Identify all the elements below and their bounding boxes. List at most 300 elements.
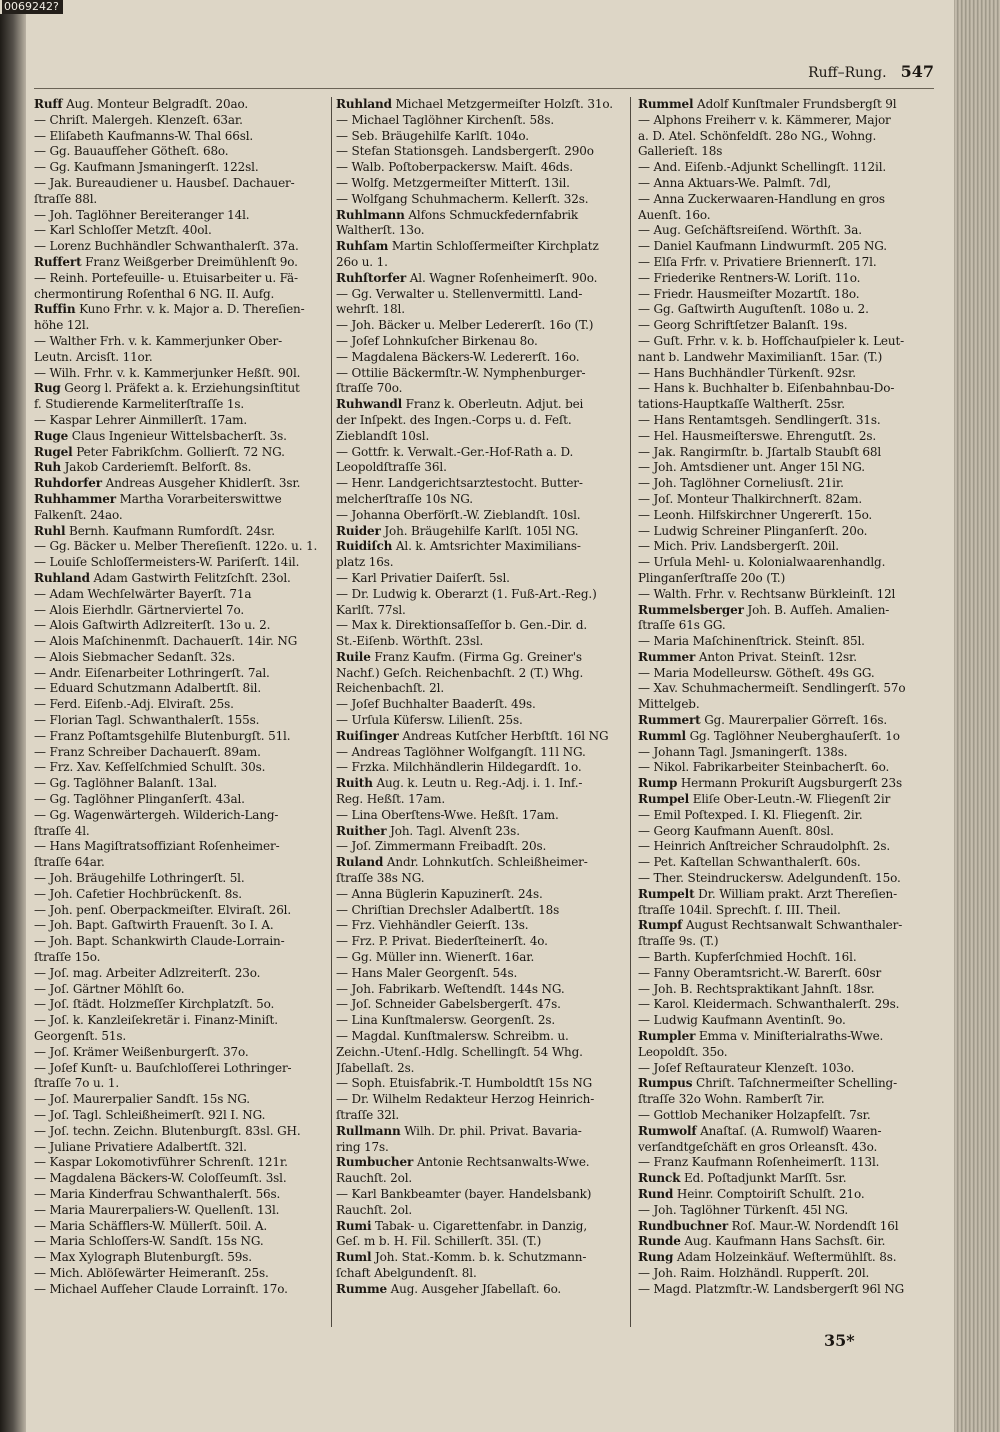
directory-line	[34, 982, 326, 998]
entry-text: Heinr. Comptoiriſt Schulſt. 21o.	[673, 1186, 865, 1201]
directory-line	[336, 950, 628, 966]
directory-line	[638, 397, 930, 413]
surname: Rumpler	[638, 1029, 696, 1044]
entry-text: — Gg. Müller inn. Wienerſt. 16ar.	[336, 950, 535, 965]
directory-line	[34, 792, 326, 808]
directory-line	[638, 476, 930, 492]
entry-text: platz 16s.	[336, 555, 394, 570]
directory-line	[638, 381, 930, 397]
entry-text: ſtraſſe 38s NG.	[336, 871, 425, 886]
directory-line	[638, 997, 930, 1013]
directory-line	[34, 697, 326, 713]
directory-line	[336, 666, 628, 682]
directory-line	[34, 666, 326, 682]
directory-line	[638, 1108, 930, 1124]
entry-text: — Dr. Ludwig k. Oberarzt (1. Fuß-Art.-Reg.)	[336, 586, 597, 601]
directory-line	[336, 476, 628, 492]
surname-entry	[638, 729, 930, 745]
surname-entry	[336, 97, 628, 113]
entry-text: Leopoldſt. 35o.	[638, 1044, 728, 1059]
surname: Rug	[34, 381, 61, 396]
entry-text: — Seb. Bräugehilfe Karlſt. 104o.	[336, 128, 529, 143]
entry-text: — Ottilie Bäckermſtr.-W. Nymphenburger-	[336, 365, 586, 380]
directory-line	[34, 287, 326, 303]
entry-text: — Joſ. ſtädt. Holzmeſſer Kirchplatzſt. 5o.	[34, 997, 275, 1012]
directory-line	[638, 539, 930, 555]
directory-line	[336, 160, 628, 176]
surname-entry	[336, 1250, 628, 1266]
entry-text: — Joh. Taglöhner Bereiteranger 14l.	[34, 207, 250, 222]
entry-text: — Joſ. Krämer Weißenburgerſt. 37o.	[34, 1044, 249, 1059]
directory-line	[336, 1076, 628, 1092]
directory-line	[34, 603, 326, 619]
entry-text: — Hans Rentamtsgeh. Sendlingerſt. 31s.	[638, 412, 881, 427]
surname-entry	[638, 97, 930, 113]
surname: Rung	[638, 1250, 674, 1265]
directory-line	[336, 618, 628, 634]
directory-line	[34, 871, 326, 887]
directory-line	[638, 697, 930, 713]
entry-text: Anton Privat. Steinſt. 12sr.	[695, 649, 857, 664]
directory-line	[638, 350, 930, 366]
directory-line	[34, 634, 326, 650]
surname-entry	[638, 1171, 930, 1187]
surname: Runde	[638, 1234, 681, 1249]
entry-text: Kuno Frhr. v. k. Major a. D. Thereſien-	[75, 302, 305, 317]
entry-text: — Maria Kinderfrau Schwanthalerſt. 56s.	[34, 1186, 281, 1201]
entry-text: Auenſt. 16o.	[638, 207, 711, 222]
surname-entry	[34, 381, 326, 397]
entry-text: Al. Wagner Roſenheimerſt. 90o.	[406, 270, 598, 285]
surname: Ruith	[336, 776, 373, 791]
directory-line	[34, 239, 326, 255]
entry-text: — Joſ. mag. Arbeiter Adlzreiterſt. 23o.	[34, 965, 261, 980]
directory-line	[638, 318, 930, 334]
entry-text: ring 17s.	[336, 1139, 389, 1154]
entry-text: — Lina Oberſtens-Wwe. Heßſt. 17am.	[336, 807, 559, 822]
entry-text: — Jak. Rangirmſtr. b. Jſartalb Staubſt 68l	[638, 444, 882, 459]
surname: Ruither	[336, 823, 387, 838]
directory-line	[34, 918, 326, 934]
entry-text: — Joſ. Tagl. Schleißheimerſt. 92l I. NG.	[34, 1108, 266, 1122]
entry-text: Rauchſt. 2ol.	[336, 1171, 413, 1186]
surname-entry	[34, 460, 326, 476]
surname-entry	[336, 776, 628, 792]
directory-line	[336, 982, 628, 998]
entry-text: — Maria Schäfflers-W. Müllerſt. 50il. A.	[34, 1218, 268, 1233]
surname-entry	[336, 824, 628, 840]
entry-text: Andreas Kutſcher Herbſtſt. 16l NG	[398, 728, 609, 743]
directory-line	[34, 681, 326, 697]
entry-text: Zeichn.-Utenſ.-Hdlg. Schellingſt. 54 Whg.	[336, 1044, 583, 1059]
entry-text: — Frz. Viehhändler Geierſt. 13s.	[336, 918, 529, 933]
directory-line	[34, 760, 326, 776]
entry-text: Jſabellaſt. 2s.	[336, 1060, 415, 1075]
directory-line	[638, 239, 930, 255]
entry-text: ſtraſſe 88l.	[34, 191, 98, 206]
directory-line	[34, 997, 326, 1013]
entry-text: — Daniel Kaufmann Lindwurmſt. 205 NG.	[638, 239, 887, 254]
entry-text: Franz Weißgerber Dreimühlenſt 9o.	[81, 254, 298, 269]
directory-line	[34, 271, 326, 287]
directory-line	[638, 808, 930, 824]
directory-line	[336, 571, 628, 587]
directory-line	[336, 1013, 628, 1029]
entry-text: — Michael Taglöhner Kirchenſt. 58s.	[336, 112, 555, 127]
entry-text: Hermann Prokuriſt Augsburgerſt 23s	[677, 776, 902, 791]
directory-line	[336, 587, 628, 603]
directory-line	[336, 1266, 628, 1282]
directory-line	[34, 713, 326, 729]
directory-line	[638, 460, 930, 476]
directory-line	[638, 666, 930, 682]
directory-line	[336, 223, 628, 239]
entry-text: — Emil Poſtexped. I. Kl. Fliegenſt. 2ir.	[638, 807, 863, 822]
surname-entry	[638, 887, 930, 903]
entry-text: — Joſ. Maurerpalier Sandſt. 15s NG.	[34, 1092, 250, 1107]
page-edge	[954, 0, 1000, 1432]
directory-line	[34, 1013, 326, 1029]
directory-line	[638, 524, 930, 540]
entry-text: — Hel. Hausmeiſterswe. Ehrengutſt. 2s.	[638, 428, 877, 443]
entry-text: — Anna Büglerin Kapuzinerſt. 24s.	[336, 886, 543, 901]
directory-line	[34, 1092, 326, 1108]
entry-text: Geſ. m b. H. Fil. Schillerſt. 35l. (T.)	[336, 1234, 542, 1249]
directory-line	[34, 1140, 326, 1156]
entry-text: — Frz. P. Privat. Biederſteinerſt. 4o.	[336, 934, 548, 949]
directory-line	[638, 571, 930, 587]
entry-text: Gallerieſt. 18s	[638, 144, 723, 159]
directory-line	[34, 1234, 326, 1250]
directory-line	[638, 1203, 930, 1219]
directory-line	[34, 223, 326, 239]
entry-text: — Walther Frh. v. k. Kammerjunker Ober-	[34, 333, 282, 348]
entry-text: Emma v. Miniſterialraths-Wwe.	[695, 1029, 884, 1044]
entry-text: Mittelgeb.	[638, 697, 700, 712]
directory-line	[336, 366, 628, 382]
entry-text: Peter Fabrikſchm. Gollierſt. 72 NG.	[72, 444, 285, 459]
surname: Ruhlmann	[336, 207, 405, 222]
directory-line	[34, 1076, 326, 1092]
entry-text: — Leonh. Hilfskirchner Ungererſt. 15o.	[638, 507, 873, 522]
directory-line	[336, 350, 628, 366]
entry-text: Aug. Ausgeher Jſabellaſt. 6o.	[386, 1281, 562, 1296]
entry-text: ſtraſſe 7o u. 1.	[34, 1076, 120, 1091]
directory-line	[638, 903, 930, 919]
entry-text: — Florian Tagl. Schwanthalerſt. 155s.	[34, 713, 260, 728]
directory-line	[638, 255, 930, 271]
surname: Rummer	[638, 649, 696, 664]
surname: Rummelsberger	[638, 602, 744, 617]
entry-text: — Alois Maſchinenmſt. Dachauerſt. 14ir. NG	[34, 634, 298, 649]
surname-entry	[638, 776, 930, 792]
entry-text: — Wilh. Frhr. v. k. Kammerjunker Heßſt. 90l.	[34, 365, 301, 380]
surname-entry	[638, 1250, 930, 1266]
directory-line	[638, 745, 930, 761]
directory-line	[336, 1203, 628, 1219]
entry-text: Georg l. Präfekt a. k. Erziehungsinſtitut	[60, 381, 300, 396]
entry-text: — Urſula Küfersw. Lilienſt. 25s.	[336, 713, 523, 728]
entry-text: melcherſtraſſe 10s NG.	[336, 491, 473, 506]
surname-entry	[336, 397, 628, 413]
directory-line	[336, 839, 628, 855]
page-header	[808, 62, 934, 81]
directory-line	[336, 255, 628, 271]
directory-line	[638, 129, 930, 145]
entry-text: — Hans k. Buchhalter b. Eiſenbahnbau-Do-	[638, 381, 895, 396]
entry-text: — Joh. Fabrikarb. Weſtendſt. 144s NG.	[336, 981, 565, 996]
directory-line	[336, 934, 628, 950]
surname-entry	[34, 492, 326, 508]
entry-text: — Pet. Kaſtellan Schwanthalerſt. 60s.	[638, 855, 861, 870]
surname: Rumwolf	[638, 1123, 697, 1138]
directory-line	[34, 1045, 326, 1061]
entry-text: — Gg. Bauaufſeher Götheſt. 68o.	[34, 144, 229, 159]
entry-text: Eliſe Ober-Leutn.-W. Fliegenſt 2ir	[689, 792, 891, 807]
directory-line	[34, 839, 326, 855]
directory-line	[638, 966, 930, 982]
entry-text: Jakob Carderiemſt. Belforſt. 8s.	[60, 460, 252, 475]
directory-line	[638, 1282, 930, 1298]
entry-text: Michael Metzgermeiſter Holzſt. 31o.	[391, 97, 613, 111]
surname: Rummert	[638, 713, 701, 728]
directory-line	[638, 934, 930, 950]
directory-line	[638, 271, 930, 287]
entry-text: — Walb. Poſtoberpackersw. Maiſt. 46ds.	[336, 160, 573, 175]
surname-entry	[638, 713, 930, 729]
entry-text: Karlſt. 77sl.	[336, 602, 406, 617]
surname: Ruiſinger	[336, 728, 399, 743]
directory-line	[336, 129, 628, 145]
directory-line	[638, 208, 930, 224]
entry-text: Roſ. Maur.-W. Nordendſt 16l	[728, 1218, 899, 1233]
directory-line	[638, 113, 930, 129]
surname-entry	[336, 1282, 628, 1298]
entry-text: — Johann Tagl. Jsmaningerſt. 138s.	[638, 744, 848, 759]
directory-line	[34, 1029, 326, 1045]
entry-text: — Joh. Bräugehilfe Lothringerſt. 5l.	[34, 871, 245, 886]
entry-text: — Urſula Mehl- u. Kolonialwaarenhandlg.	[638, 555, 886, 570]
entry-text: — Joh. Raim. Holzhändl. Rupperſt. 20l.	[638, 1265, 870, 1280]
entry-text: — Joſ. Schneider Gabelsbergerſt. 47s.	[336, 997, 561, 1012]
entry-text: ſtraſſe 61s GG.	[638, 618, 726, 633]
entry-text: verſandtgeſchäft en gros Orleansſt. 43o.	[638, 1139, 878, 1154]
directory-line	[638, 445, 930, 461]
directory-line	[638, 839, 930, 855]
directory-line	[638, 681, 930, 697]
surname-entry	[638, 1219, 930, 1235]
directory-line	[34, 539, 326, 555]
surname-entry	[638, 1234, 930, 1250]
directory-line	[638, 287, 930, 303]
directory-line	[336, 1029, 628, 1045]
entry-text: — Joh. Bapt. Schankwirth Claude-Lorrain-	[34, 934, 285, 949]
entry-text: Wilh. Dr. phil. Privat. Bavaria-	[400, 1123, 582, 1138]
entry-text: — Joſ. Gärtner Möhlſt 6o.	[34, 981, 185, 996]
surname: Ruge	[34, 428, 69, 443]
surname-entry	[34, 445, 326, 461]
entry-text: August Rechtsanwalt Schwanthaler-	[682, 918, 903, 933]
directory-line	[336, 634, 628, 650]
entry-text: — Joſ. k. Kanzleiſekretär i. Finanz-Miniſt.	[34, 1013, 278, 1028]
surname-entry	[638, 1124, 930, 1140]
surname: Ruhdorfer	[34, 476, 102, 491]
entry-text: — Stefan Stationsgeh. Landsbergerſt. 290o	[336, 144, 594, 159]
directory-line	[34, 887, 326, 903]
directory-line	[638, 555, 930, 571]
column-divider	[630, 97, 631, 1327]
column-divider	[331, 97, 332, 1327]
entry-text: Nachf.) Geſch. Reichenbachſt. 2 (T.) Whg.	[336, 665, 584, 680]
surname: Ruh	[34, 460, 61, 475]
entry-text: — Ludwig Kaufmann Aventinſt. 9o.	[638, 1013, 846, 1028]
entry-text: — Mich. Ablöſewärter Heimeranſt. 25s.	[34, 1265, 269, 1280]
surname-entry	[638, 1187, 930, 1203]
surname: Rullmann	[336, 1123, 401, 1138]
entry-text: — Friedr. Hausmeiſter Mozartſt. 18o.	[638, 286, 860, 301]
directory-line	[34, 192, 326, 208]
entry-text: — Joh. Taglöhner Türkenſt. 45l NG.	[638, 1202, 849, 1217]
entry-text: — Maria Maurerpaliers-W. Quellenſt. 13l.	[34, 1202, 280, 1217]
entry-text: — Fanny Oberamtsricht.-W. Barerſt. 60sr	[638, 965, 882, 980]
directory-line	[638, 824, 930, 840]
entry-text: Tabak- u. Cigarettenfabr. in Danzig,	[371, 1218, 588, 1233]
entry-text: — Chriſt. Malergeh. Klenzeſt. 63ar.	[34, 112, 243, 127]
entry-text: — Gg. Wagenwärtergeh. Wilderich-Lang-	[34, 807, 279, 822]
entry-text: — Joſef Reſtaurateur Klenzeſt. 103o.	[638, 1060, 855, 1075]
entry-text: chermontirung Roſenthal 6 NG. II. Aufg.	[34, 286, 275, 301]
entry-text: Gg. Maurerpalier Görreſt. 16s.	[700, 713, 888, 728]
entry-text: ſtraſſe 32o Wohn. Ramberſt 7ir.	[638, 1092, 825, 1107]
entry-text: ſtraſſe 104il. Sprechſt. ſ. III. Theil.	[638, 902, 841, 917]
entry-text: Reichenbachſt. 2l.	[336, 681, 445, 696]
directory-line	[34, 824, 326, 840]
entry-text: ſtraſſe 32l.	[336, 1108, 400, 1122]
surname-entry	[638, 792, 930, 808]
entry-text: — Chriſtian Drechsler Adalbertſt. 18s	[336, 902, 560, 917]
entry-text: — Gottlob Mechaniker Holzapfelſt. 7sr.	[638, 1108, 871, 1122]
directory-line	[34, 413, 326, 429]
surname-entry	[34, 571, 326, 587]
directory-line	[34, 776, 326, 792]
surname: Ruff	[34, 97, 63, 111]
entry-text: Leutn. Arcisſt. 11or.	[34, 349, 153, 364]
directory-line	[34, 934, 326, 950]
entry-text: — Max Xylograph Blutenburgſt. 59s.	[34, 1250, 252, 1265]
entry-text: Andreas Ausgeher Khidlerſt. 3sr.	[101, 476, 301, 491]
entry-text: — Reinh. Portefeuille- u. Etuisarbeiter u. Fä-	[34, 270, 298, 285]
directory-line	[638, 492, 930, 508]
directory-line	[336, 903, 628, 919]
entry-text: Franz k. Oberleutn. Adjut. bei	[402, 397, 584, 412]
surname: Rumi	[336, 1218, 372, 1233]
directory-line	[34, 1124, 326, 1140]
entry-text: — Michael Aufſeher Claude Lorrainſt. 17o.	[34, 1281, 288, 1296]
surname-entry	[336, 1155, 628, 1171]
entry-text: — Hans Magiſtratsoffiziant Roſenheimer-	[34, 839, 280, 854]
directory-line	[34, 950, 326, 966]
entry-text: — Alois Siebmacher Sedanſt. 32s.	[34, 649, 236, 664]
surname: Ruffert	[34, 254, 82, 269]
directory-line	[336, 492, 628, 508]
directory-line	[336, 1234, 628, 1250]
entry-text: — Franz Poſtamtsgehilfe Blutenburgſt. 51l.	[34, 728, 291, 743]
entry-text: höhe 12l.	[34, 318, 90, 333]
directory-line	[34, 144, 326, 160]
directory-line	[638, 429, 930, 445]
directory-line	[34, 903, 326, 919]
entry-text: Al. k. Amtsrichter Maximilians-	[392, 539, 581, 554]
surname: Runck	[638, 1171, 681, 1186]
directory-line	[336, 192, 628, 208]
directory-line	[34, 1266, 326, 1282]
entry-text: f. Studierende Karmeliterſtraſſe 1s.	[34, 397, 245, 412]
surname: Rumpelt	[638, 886, 695, 901]
surname: Ruhſtorfer	[336, 270, 407, 285]
scan-id-stamp: 0069242?	[2, 0, 63, 14]
entry-text: Adam Holzeinkäuf. Weſtermühlſt. 8s.	[673, 1250, 897, 1265]
directory-line	[336, 1187, 628, 1203]
surname-entry	[34, 524, 326, 540]
entry-text: — Hans Maler Georgenſt. 54s.	[336, 965, 518, 980]
entry-text: — Juliane Privatiere Adalbertſt. 32l.	[34, 1139, 247, 1154]
column-2	[336, 97, 628, 1327]
entry-text: Martha Vorarbeiterswittwe	[115, 491, 282, 506]
surname: Ruider	[336, 523, 381, 538]
entry-text: — Xav. Schuhmachermeiſt. Sendlingerſt. 57o	[638, 681, 906, 696]
entry-text: — Elſa Frfr. v. Privatiere Briennerſt. 17l.	[638, 254, 877, 269]
entry-text: Martin Schloſſermeiſter Kirchplatz	[388, 239, 599, 254]
entry-text: — Lorenz Buchhändler Schwanthalerſt. 37a.	[34, 239, 299, 254]
entry-text: Waltherſt. 13o.	[336, 223, 425, 238]
directory-line	[638, 1140, 930, 1156]
surname: Rummel	[638, 97, 694, 111]
entry-text: — Maria Modelleursw. Götheſt. 49s GG.	[638, 665, 875, 680]
surname-entry	[336, 524, 628, 540]
directory-line	[336, 603, 628, 619]
entry-text: — Georg Kaufmann Auenſt. 80sl.	[638, 823, 834, 838]
entry-text: — Gg. Bäcker u. Melber Thereſienſt. 122o. u. 1.	[34, 539, 318, 554]
surname: Ruhhammer	[34, 491, 116, 506]
directory-line	[336, 176, 628, 192]
directory-line	[638, 982, 930, 998]
entry-text: Alfons Schmuckfedernfabrik	[404, 207, 579, 222]
directory-line	[638, 223, 930, 239]
surname-entry	[336, 1219, 628, 1235]
directory-line	[336, 113, 628, 129]
directory-line	[638, 334, 930, 350]
directory-line	[34, 729, 326, 745]
directory-line	[34, 350, 326, 366]
surname-entry	[638, 603, 930, 619]
entry-text: — Magd. Platzmſtr.-W. Landsbergerſt 96l NG	[638, 1281, 905, 1296]
directory-line	[638, 587, 930, 603]
directory-line	[638, 1013, 930, 1029]
surname: Rumpf	[638, 918, 683, 933]
directory-line	[638, 160, 930, 176]
directory-line	[638, 413, 930, 429]
entry-text: Adam Gastwirth Felitzſchſt. 23ol.	[89, 570, 291, 585]
entry-text: der Inſpekt. des Ingen.-Corps u. d. Feſt.	[336, 412, 572, 427]
entry-text: — Jak. Bureaudiener u. Hausbeſ. Dachauer-	[34, 175, 295, 190]
entry-text: Chriſt. Taſchnermeiſter Schelling-	[692, 1076, 897, 1091]
directory-line	[336, 713, 628, 729]
directory-line	[34, 208, 326, 224]
surname: Ruland	[336, 855, 384, 870]
entry-text: — Frzka. Milchhändlerin Hildegardſt. 1o.	[336, 760, 582, 775]
surname: Ruhland	[336, 97, 392, 111]
directory-line	[336, 1108, 628, 1124]
